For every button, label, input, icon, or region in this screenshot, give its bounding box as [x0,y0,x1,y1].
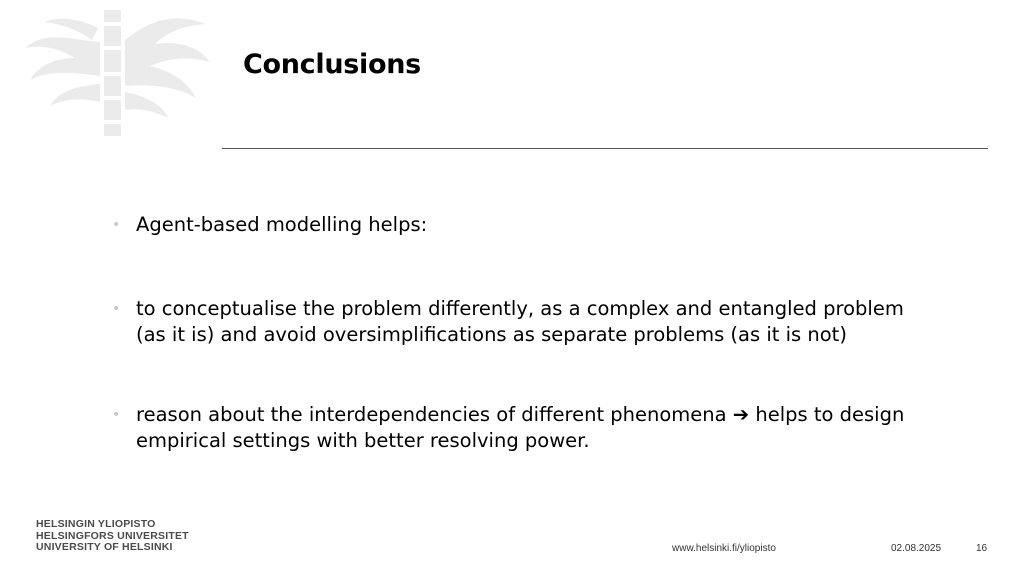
footer-date: 02.08.2025 [891,543,942,554]
bullet-text: Agent-based modelling helps: [136,213,428,236]
slide-title: Conclusions [243,49,421,80]
bullet-item [112,402,932,454]
page-number: 16 [976,543,988,554]
bullet-item [112,296,932,348]
footer-url: www.helsinki.fi/yliopisto [672,543,776,554]
logo-line-english: UNIVERSITY OF HELSINKI [36,541,173,553]
bullet-marker: • [112,217,121,233]
bullet-marker: • [112,407,121,423]
bullet-marker: • [112,301,121,317]
title-divider [222,148,988,149]
logo-line-finnish: HELSINGIN YLIOPISTO [36,518,156,530]
bullet-text: to conceptualise the problem differently, as a complex and entangled problem (as it is) and avoid oversimplifications as separate problems (as it is not) [136,297,904,346]
bullet-text: reason about the interdependencies of different phenomena ➔ helps to design empirical settings with better resolving power. [136,403,905,452]
bullet-item [112,212,427,238]
university-logo [36,519,189,554]
logo-line-swedish: HELSINGFORS UNIVERSITET [36,529,189,542]
flame-torch-icon [0,0,230,160]
